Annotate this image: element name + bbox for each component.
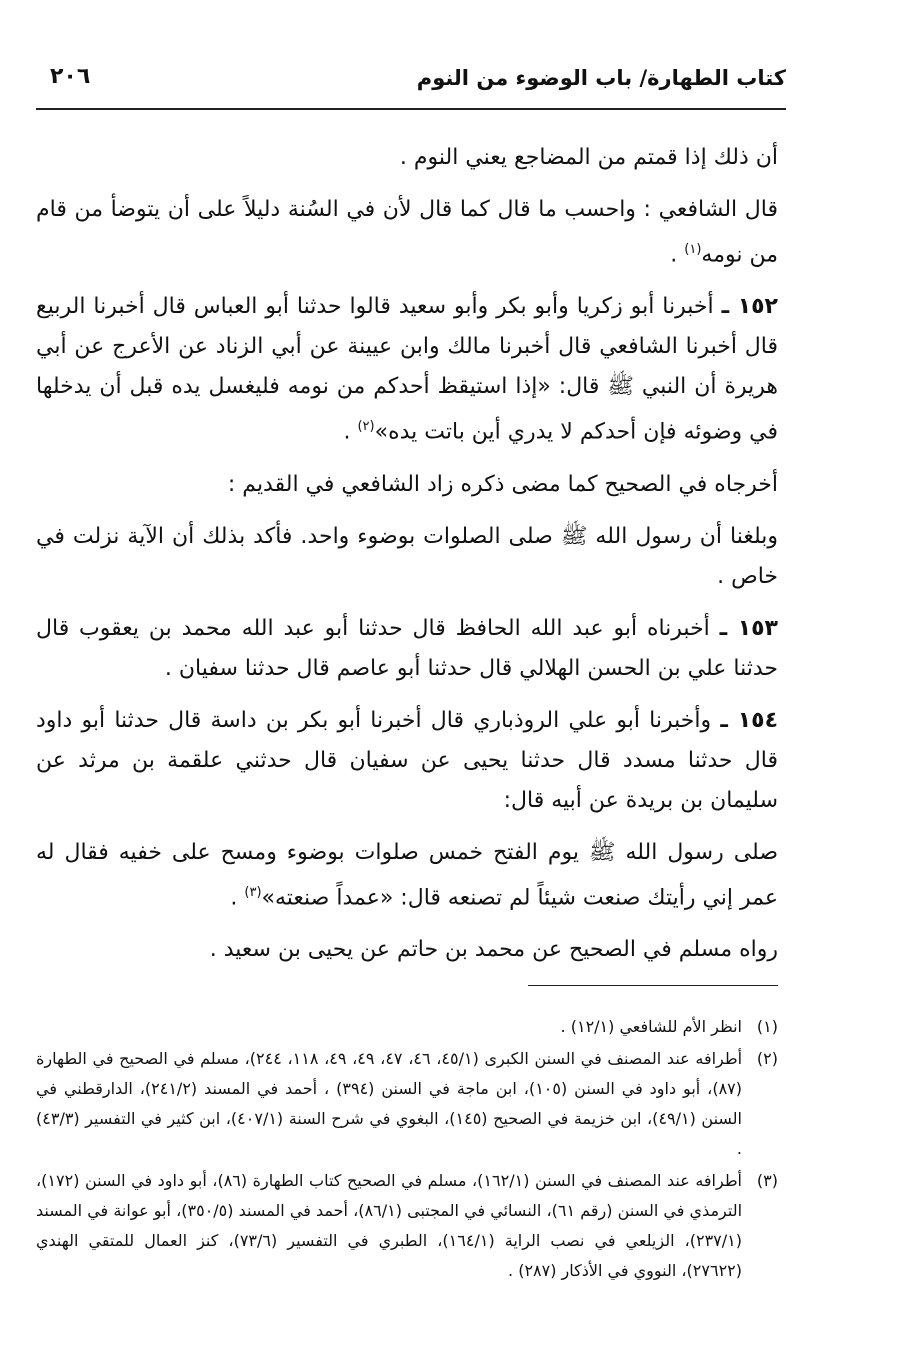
hadith-number-154: ١٥٤ ـ	[720, 707, 779, 733]
hadith-154-text: وأخبرنا أبو علي الروذباري قال أخبرنا أبو بكر بن داسة قال حدثنا أبو داود قال حدثنا مسدد قال حدثنا يحيى عن سفيان قال حدثني علقمة بن مرثد عن سليمان بن بريدة عن أبيه قال:	[36, 707, 778, 813]
footnote-label: (٢)	[756, 1049, 778, 1068]
footnote-text: أطرافه عند المصنف في السنن (١٦٢/١)، مسلم في الصحيح كتاب الطهارة (٨٦)، أبو داود في السنن (١٧٢)، الترمذي في السنن (رقم ٦١)، النسائي في المجتبى (٨٦/١)، أحمد في المسند (٣٥٠/٥)، أبو عوانة في المسند (٢٣٧/١)، الزيلعي في نصب الراية (١٦٤/١)، الطبري في التفسير (٧٣/٦)، كنز العمال للمتقي الهندي (٢٧٦٢٢)، النووي في الأذكار (٢٨٧) .	[36, 1171, 743, 1280]
footnote-separator	[528, 985, 778, 986]
footnote-label: (١)	[756, 1017, 778, 1036]
paragraph-2-text: قال الشافعي : واحسب ما قال كما قال لأن في السُنة دليلاً على أن يتوضأ من قام من نومه	[36, 197, 778, 268]
footnote-3	[36, 1166, 778, 1286]
footnotes	[36, 1012, 778, 1288]
paragraph-8: صلى رسول الله ﷺ يوم الفتح خمس صلوات بوضوء ومسح على خفيه فقال له عمر إني رأيتك صنعت شيئاً لم تصنعه قال: «عمداً صنعته»$^{(٣)}$ .	[36, 839, 778, 910]
running-header	[36, 62, 786, 110]
footnote-ref-1[interactable]: (١)	[684, 242, 702, 257]
hadith-153-text: أخبرناه أبو عبد الله الحافظ قال حدثنا أبو عبد الله محمد بن يعقوب قال حدثنا علي بن الحسن الهلالي قال حدثنا أبو عاصم قال حدثنا سفيان .	[36, 615, 778, 681]
footnote-1	[36, 1012, 778, 1042]
footnote-label: (٣)	[756, 1171, 778, 1190]
hadith-153	[36, 609, 778, 689]
hadith-154	[36, 701, 778, 821]
paragraph-4: أخرجاه في الصحيح كما مضى ذكره زاد الشافعي في القديم :	[227, 471, 778, 497]
paragraph-2: قال الشافعي : واحسب ما قال كما قال لأن في السُنة دليلاً على أن يتوضأ من قام من نومه$^{(١)}$ .	[36, 197, 778, 268]
hadith-number-153: ١٥٣ ـ	[719, 615, 778, 641]
paragraph-5: وبلغنا أن رسول الله ﷺ صلى الصلوات بوضوء واحد. فأكد بذلك أن الآية نزلت في خاص .	[36, 523, 778, 589]
running-title: كتاب الطهارة/ باب الوضوء من النوم	[416, 66, 786, 90]
page-number: ٢٠٦	[50, 64, 91, 89]
paragraph-8-text: صلى رسول الله ﷺ يوم الفتح خمس صلوات بوضوء ومسح على خفيه فقال له عمر إني رأيتك صنعت شيئاً لم تصنعه قال: «عمداً صنعته»	[36, 839, 778, 910]
footnote-ref-2[interactable]: (٢)	[357, 419, 375, 435]
paragraph-1: أن ذلك إذا قمتم من المضاجع يعني النوم .	[399, 145, 778, 170]
hadith-number-152: ١٥٢ ـ	[721, 294, 778, 320]
hadith-152: ١٥٢ ـ أخبرنا أبو زكريا وأبو بكر وأبو سعيد قالوا حدثنا أبو العباس قال أخبرنا الربيع قال أخبرنا الشافعي قال أخبرنا مالك وابن عيينة عن أبي الزناد عن الأعرج عن أبي هريرة أن النبي ﷺ قال: «إذا استيقظ أحدكم من نومه فليغسل يده قبل أن يدخلها في وضوئه فإن أحدكم لا يدري أين باتت يده»$^{(٢)}$ .	[36, 294, 778, 445]
hadith-152-text: أخبرنا أبو زكريا وأبو بكر وأبو سعيد قالوا حدثنا أبو العباس قال أخبرنا الربيع قال أخبرنا الشافعي قال أخبرنا مالك وابن عيينة عن أبي الزناد عن الأعرج عن أبي هريرة أن النبي ﷺ قال: «إذا استيقظ أحدكم من نومه فليغسل يده قبل أن يدخلها في وضوئه فإن أحدكم لا يدري أين باتت يده»	[36, 294, 778, 445]
footnote-ref-3[interactable]: (٣)	[244, 884, 262, 900]
footnote-text: انظر الأم للشافعي (١٢/١) .	[560, 1017, 742, 1036]
footnote-text: أطرافه عند المصنف في السنن الكبرى (٤٥/١، ٤٦، ٤٧، ٤٩، ٤٩، ١١٨، ٢٤٤)، مسلم في الصحيح في الطهارة (٨٧)، أبو داود في السنن (١٠٥)، ابن ماجة في السنن (٣٩٤) ، أحمد في المسند (٢٤١/٢)، الدارقطني في السنن (٤٩/١)، ابن خزيمة في الصحيح (١٤٥)، البغوي في شرح السنة (٤٠٧/١)، ابن كثير في التفسير (٤٣/٣) .	[36, 1049, 743, 1158]
paragraph-9: رواه مسلم في الصحيح عن محمد بن حاتم عن يحيى بن سعيد .	[209, 936, 778, 962]
footnote-2	[36, 1044, 778, 1164]
main-text	[36, 138, 778, 982]
